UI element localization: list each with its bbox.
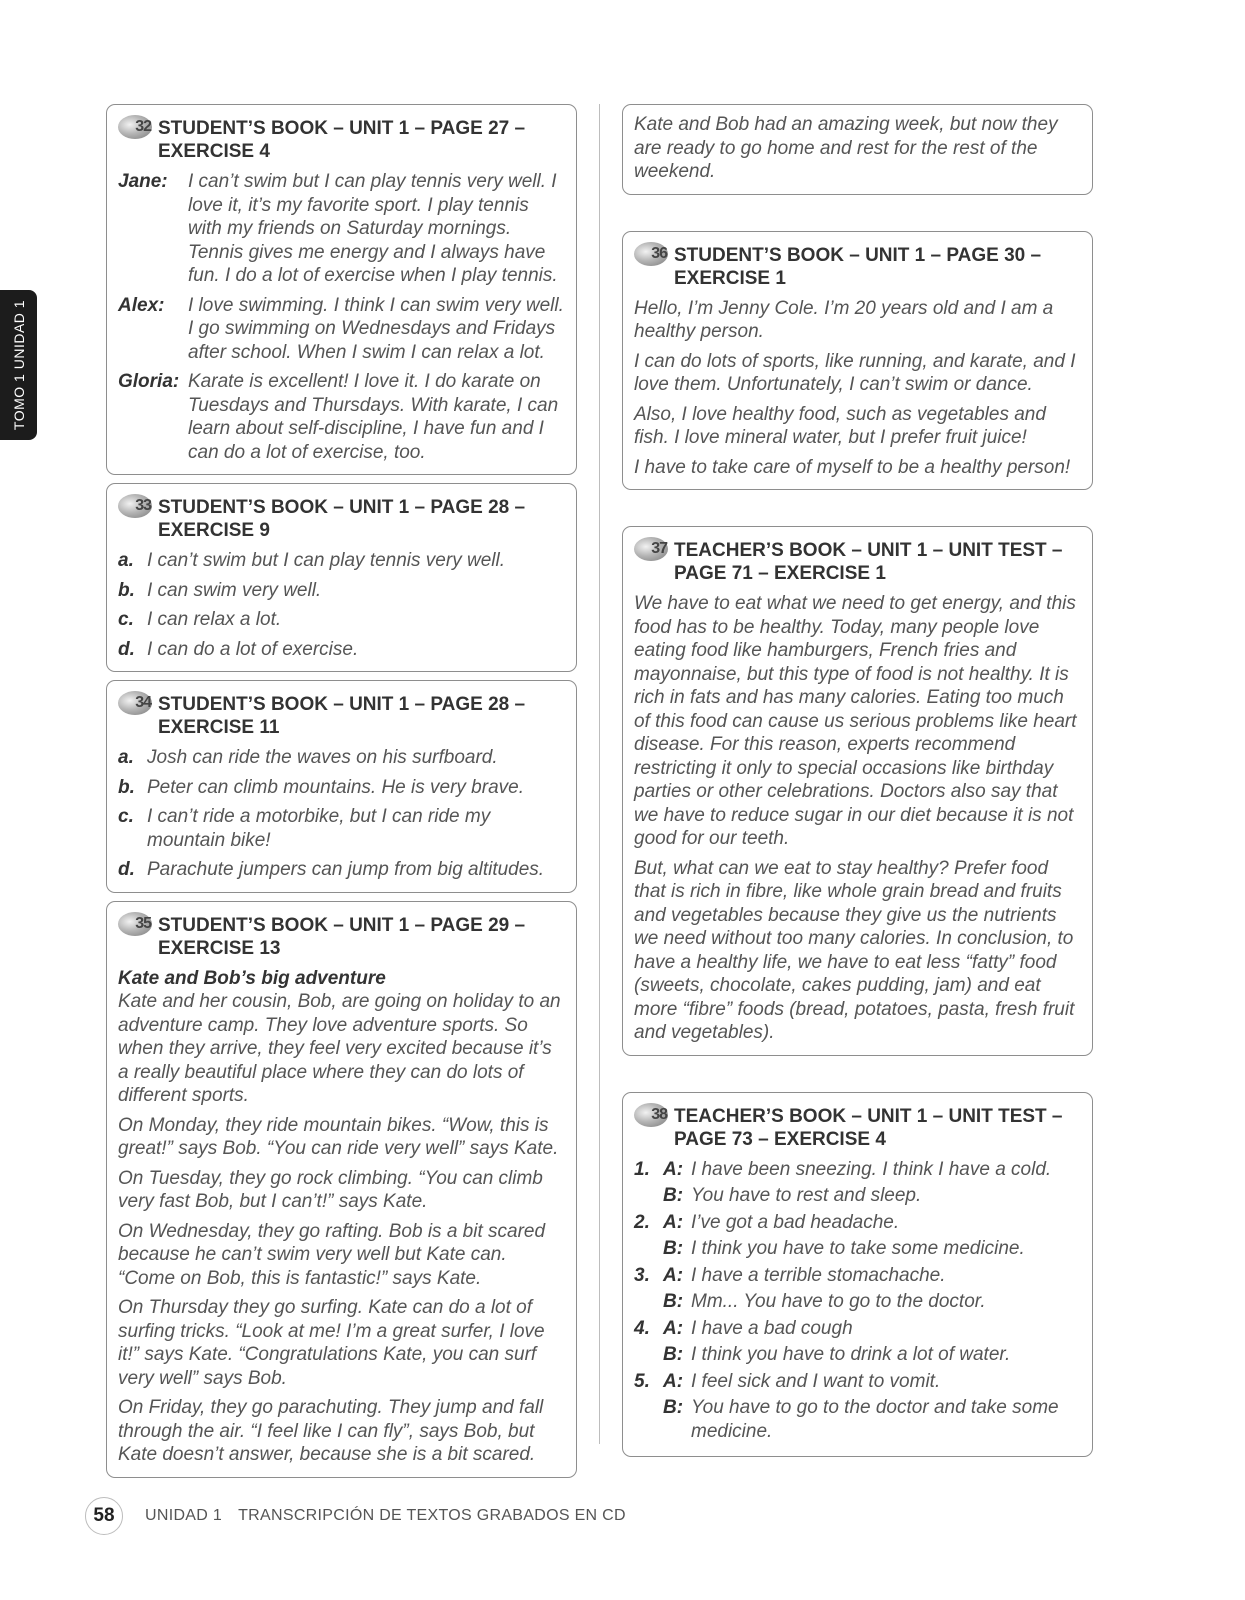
paragraph: I have to take care of myself to be a healthy person! [634,456,1071,478]
side-tab-label: TOMO 1 UNIDAD 1 [10,299,27,431]
column-divider [599,104,600,1444]
track-title: STUDENT’S BOOK – UNIT 1 – PAGE 27 – EXERCISE 4 [158,118,526,162]
track-34-box [106,680,577,893]
dialogue: 4. A: I have a bad cough B: I think you have to drink a lot of water. [634,1317,1011,1365]
paragraph: On Tuesday, they go rock climbing. “You can climb very fast Bob, but I can’t!” says Kate. [118,1167,543,1212]
track-title: TEACHER’S BOOK – UNIT 1 – UNIT TEST – PAGE 73 – EXERCISE 4 [674,1105,1063,1150]
paragraph: On Wednesday, they go rafting. Bob is a bit scared because he can’t swim very well but Kate can. “Come on Bob, this is fantastic!” says Kate. [118,1220,546,1289]
paragraph: Also, I love healthy food, such as vegetables and fish. I love mineral water, but I prefer fruit juice! [634,403,1046,448]
speaker-name: Gloria: [118,371,180,392]
track-36-box [622,231,1093,491]
cd-icon: 37 [634,537,668,561]
story-title: Kate and Bob’s big adventure [118,967,386,989]
paragraph: But, what can we eat to stay healthy? Prefer food that is rich in fibre, like whole grain bread and fruits and vegetables because they give us the nutrients we need without too many calories. In conclusion, to have a healthy life, we have to eat less “fatty” food (sweets, chocolate, cakes pudding, jam) and eat more “fibre” foods (bread, potatoes, pasta, fresh fruit and vegetables). [634,857,1075,1043]
list-item: b. I can swim very well. [118,579,322,601]
paragraph: Hello, I’m Jenny Cole. I’m 20 years old and I am a healthy person. [634,297,1054,342]
cd-icon: 34 [118,691,152,715]
speaker-text: I can’t swim but I can play tennis very well. I love it, it’s my favorite sport. I play tennis with my friends on Saturday mornings. Tennis gives me energy and I always have fun. I do a lot of exercise when I play tennis. [188,171,558,286]
paragraph: Kate and her cousin, Bob, are going on holiday to an adventure camp. They love adventure sports. So when they arrive, they feel very excited because it’s a really beautiful place where they can do lots of different sports. [118,991,561,1106]
track-title: STUDENT’S BOOK – UNIT 1 – PAGE 28 – EXERCISE 11 [158,694,526,738]
dialogue: 3. A: I have a terrible stomachache. B: Mm... You have to go to the doctor. [634,1264,986,1312]
track-title: TEACHER’S BOOK – UNIT 1 – UNIT TEST – PAGE 71 – EXERCISE 1 [674,540,1063,584]
dialogue: 1. A: I have been sneezing. I think I have a cold. B: You have to rest and sleep. [634,1158,1052,1206]
speaker-text: Karate is excellent! I love it. I do karate on Tuesdays and Thursdays. With karate, I can learn about self-discipline, I have fun and I can do a lot of exercise, too. [188,371,559,463]
dialogue-line [118,370,564,464]
paragraph: On Monday, they ride mountain bikes. “Wow, this is great!” says Bob. “You can ride very well” says Kate. [118,1114,559,1159]
speaker-name: Alex: [118,294,165,316]
list-item: a. Josh can ride the waves on his surfboard. [118,747,498,768]
speaker-name: Jane: [118,171,168,192]
cd-icon: 36 [634,242,668,266]
list-item: c. I can relax a lot. [118,609,282,630]
speaker-text: I love swimming. I think I can swim very well. I go swimming on Wednesdays and Fridays after school. When I swim I can relax a lot. [188,294,564,363]
paragraph: We have to eat what we need to get energy, and this food has to be healthy. Today, many people love eating food like hamburgers, French fries and mayonnaise, but this type of food is not healthy. It is rich in fats and has many calories. Eating too much of this food can cause us serious problems like heart disease. For this reason, experts recommend restricting it only to special occasions like birthday parties or other celebrations. Doctors also say that we have to reduce sugar in our diet because it is not good for our teeth. [634,593,1077,849]
dialogue: 2. A: I’ve got a bad headache. B: I think you have to take some medicine. [634,1211,1025,1259]
cd-icon: 32 [118,115,152,139]
footer-title: TRANSCRIPCIÓN DE TEXTOS GRABADOS EN CD [238,1507,626,1524]
list-item: d. I can do a lot of exercise. [118,638,359,660]
paragraph: On Thursday they go surfing. Kate can do a lot of surfing tricks. “Look at me! I’m a great surfer, I love it!” says Kate. “Congratulations Kate, you can surf very well” says Bob. [118,1297,545,1389]
page-footer [85,1497,626,1535]
cd-icon: 35 [118,912,152,936]
footer-unit: UNIDAD 1 [145,1507,223,1524]
list-item: a. I can’t swim but I can play tennis very well. [118,550,505,571]
paragraph: On Friday, they go parachuting. They jump and fall through the air. “I feel like I can fly”, says Bob, but Kate doesn’t answer, because she is a bit scared. [118,1397,544,1465]
dialogue-line [118,294,564,365]
dialogue: 5. A: I feel sick and I want to vomit. B: You have to go to the doctor and take some medicine. [634,1370,1059,1442]
cd-icon: 38 [634,1103,668,1127]
track-38-box [622,1092,1093,1458]
paragraph: I can do lots of sports, like running, and karate, and I love them. Unfortunately, I can’t swim or dance. [634,350,1076,395]
track-35-box [106,901,577,1478]
list-item: d. Parachute jumpers can jump from big altitudes. [118,859,545,880]
track-33-box [106,483,577,672]
track-title: STUDENT’S BOOK – UNIT 1 – PAGE 30 – EXERCISE 1 [674,244,1042,289]
track-title: STUDENT’S BOOK – UNIT 1 – PAGE 29 – EXERCISE 13 [158,914,526,959]
side-tab [0,290,37,440]
track-title: STUDENT’S BOOK – UNIT 1 – PAGE 28 – EXERCISE 9 [158,497,526,541]
list-item: c. I can’t ride a motorbike, but I can ride my mountain bike! [118,806,491,851]
track-35-continuation-box [622,104,1093,195]
page-number: 58 [85,1497,123,1535]
track-37-box [622,526,1093,1056]
list-item: b. Peter can climb mountains. He is very brave. [118,776,524,798]
right-column [622,104,1093,1465]
cd-icon: 33 [118,494,152,518]
paragraph: Kate and Bob had an amazing week, but now they are ready to go home and rest for the rest of the weekend. [634,114,1058,182]
dialogue-line [118,170,564,288]
track-32-box [106,104,577,475]
left-column [106,104,577,1486]
